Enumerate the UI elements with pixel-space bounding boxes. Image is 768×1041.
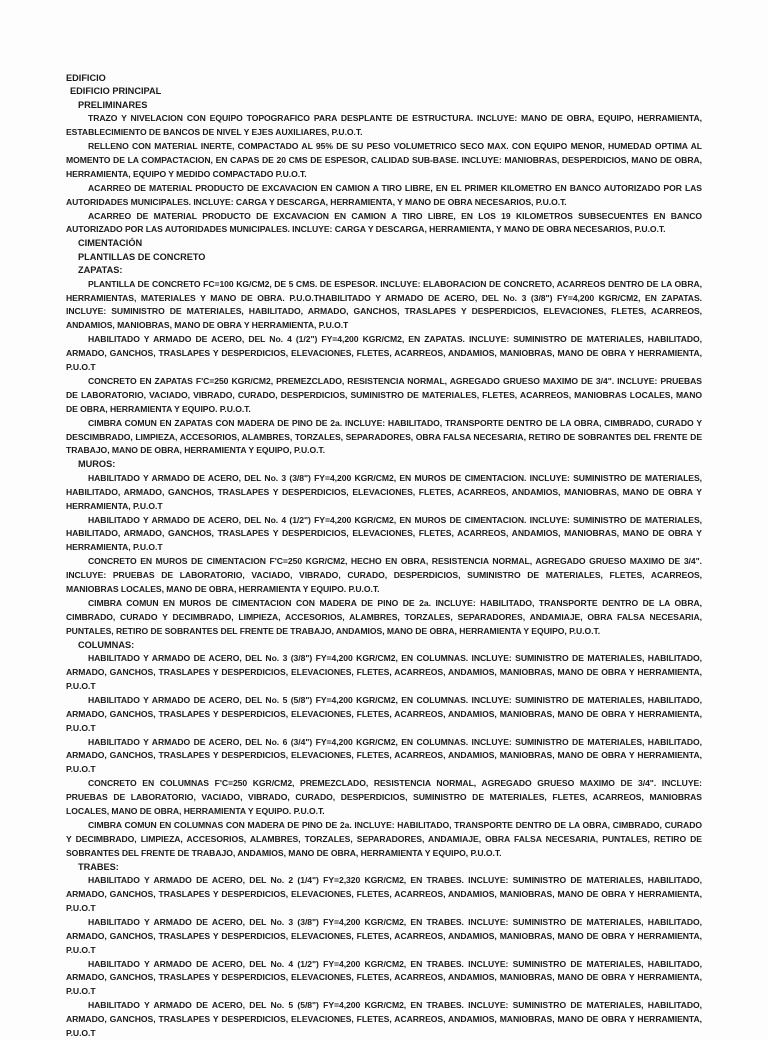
heading-zapatas: ZAPATAS: [78, 265, 123, 276]
paragraph: HABILITADO Y ARMADO DE ACERO, DEL No. 3 (3/8") FY=4,200 KGR/CM2, EN TRABES. INCLUYE: SUMINISTRO DE MATERIALES, HABILITADO, ARMADO, GANCHOS, TRASLAPES Y DESPERDICIOS, ELEVACIONES, FLETES, ACARREOS, ANDAMIOS, MANIOBRAS, MANO DE OBRA Y HERRAMIENTA, P.U.O.T [66, 916, 702, 955]
paragraph: CIMBRA COMUN EN MUROS DE CIMENTACION CON MADERA DE PINO DE 2a. INCLUYE: HABILITADO, TRANSPORTE DENTRO DE LA OBRA, CIMBRADO, CURADO Y DECIMBRADO, LIMPIEZA, ACCESORIOS, ALAMBRES, TORZALES, SEPARADORES, ANDAMIAJE, OBRA FALSA NECESARIA, PUNTALES, RETIRO DE SOBRANTES DEL FRENTE DE TRABAJO, ANDAMIOS, MANO DE OBRA, HERRAMIENTA Y EQUIPO, P.U.O.T. [66, 597, 702, 636]
paragraph: HABILITADO Y ARMADO DE ACERO, DEL No. 4 (1/2") FY=4,200 KGR/CM2, EN TRABES. INCLUYE: SUMINISTRO DE MATERIALES, HABILITADO, ARMADO, GANCHOS, TRASLAPES Y DESPERDICIOS, ELEVACIONES, FLETES, ACARREOS, ANDAMIOS, MANIOBRAS, MANO DE OBRA Y HERRAMIENTA, P.U.O.T [66, 958, 702, 997]
paragraph: TRAZO Y NIVELACION CON EQUIPO TOPOGRAFICO PARA DESPLANTE DE ESTRUCTURA. INCLUYE: MANO DE OBRA, EQUIPO, HERRAMIENTA, ESTABLECIMIENTO DE BANCOS DE NIVEL Y EJES AUXILIARES, P.U.O.T. [66, 113, 702, 138]
paragraph: HABILITADO Y ARMADO DE ACERO, DEL No. 5 (5/8") FY=4,200 KGR/CM2, EN TRABES. INCLUYE: SUMINISTRO DE MATERIALES, HABILITADO, ARMADO, GANCHOS, TRASLAPES Y DESPERDICIOS, ELEVACIONES, FLETES, ACARREOS, ANDAMIOS, MANIOBRAS, MANO DE OBRA Y HERRAMIENTA, P.U.O.T [66, 1000, 702, 1039]
paragraph: ACARREO DE MATERIAL PRODUCTO DE EXCAVACION EN CAMION A TIRO LIBRE, EN EL PRIMER KILOMETRO EN BANCO AUTORIZADO POR LAS AUTORIDADES MUNICIPALES. INCLUYE: CARGA Y DESCARGA, HERRAMIENTA, Y MANO DE OBRA NECESARIOS, P.U.O.T. [66, 182, 702, 207]
heading-columnas: COLUMNAS: [78, 639, 135, 650]
heading-preliminares: PRELIMINARES [78, 99, 148, 110]
paragraph: CONCRETO EN ZAPATAS F'C=250 KGR/CM2, PREMEZCLADO, RESISTENCIA NORMAL, AGREGADO GRUESO MAXIMO DE 3/4". INCLUYE: PRUEBAS DE LABORATORIO, VACIADO, VIBRADO, CURADO, DESPERDICIOS, SUMINISTRO DE MATERIALES, FLETES, ACARREOS, MANIOBRAS LOCALES, MANO DE OBRA, HERRAMIENTA Y EQUIPO. P.U.O.T. [66, 375, 702, 414]
heading-edificio-principal: EDIFICIO PRINCIPAL [70, 86, 162, 97]
paragraph: HABILITADO Y ARMADO DE ACERO, DEL No. 3 (3/8") FY=4,200 KGR/CM2, EN COLUMNAS. INCLUYE: SUMINISTRO DE MATERIALES, HABILITADO, ARMADO, GANCHOS, TRASLAPES Y DESPERDICIOS, ELEVACIONES, FLETES, ACARREOS, ANDAMIOS, MANIOBRAS, MANO DE OBRA Y HERRAMIENTA, P.U.O.T [66, 653, 702, 691]
paragraph: HABILITADO Y ARMADO DE ACERO, DEL No. 4 (1/2") FY=4,200 KGR/CM2, EN ZAPATAS. INCLUYE: SUMINISTRO DE MATERIALES, HABILITADO, ARMADO, GANCHOS, TRASLAPES Y DESPERDICIOS, ELEVACIONES, FLETES, ACARREOS, ANDAMIOS, MANIOBRAS, MANO DE OBRA Y HERRAMIENTA, P.U.O.T [66, 334, 702, 373]
paragraph: HABILITADO Y ARMADO DE ACERO, DEL No. 4 (1/2") FY=4,200 KGR/CM2, EN MUROS DE CIMENTACION. INCLUYE: SUMINISTRO DE MATERIALES, HABILITADO, ARMADO, GANCHOS, TRASLAPES Y DESPERDICIOS, ELEVACIONES, FLETES, ACARREOS, ANDAMIOS, MANIOBRAS, MANO DE OBRA Y HERRAMIENTA, P.U.O.T [66, 514, 702, 553]
paragraph: CIMBRA COMUN EN ZAPATAS CON MADERA DE PINO DE 2a. INCLUYE: HABILITADO, TRANSPORTE DENTRO DE LA OBRA, CIMBRADO, CURADO Y DESCIMBRADO, LIMPIEZA, ACCESORIOS, ALAMBRES, TORZALES, SEPARADORES, OBRA FALSA NECESARIA, RETIRO DE SOBRANTES DEL FRENTE DE TRABAJO, MANO DE OBRA, HERRAMIENTA Y EQUIPO, P.U.O.T. [66, 417, 702, 456]
paragraph: HABILITADO Y ARMADO DE ACERO, DEL No. 5 (5/8") FY=4,200 KGR/CM2, EN COLUMNAS. INCLUYE: SUMINISTRO DE MATERIALES, HABILITADO, ARMADO, GANCHOS, TRASLAPES Y DESPERDICIOS, ELEVACIONES, FLETES, ACARREOS, ANDAMIOS, MANIOBRAS, MANO DE OBRA Y HERRAMIENTA, P.U.O.T [66, 694, 702, 733]
heading-plantillas: PLANTILLAS DE CONCRETO [78, 251, 206, 262]
document-page [66, 72, 702, 1041]
paragraph: HABILITADO Y ARMADO DE ACERO, DEL No. 3 (3/8") FY=4,200 KGR/CM2, EN MUROS DE CIMENTACION. INCLUYE: SUMINISTRO DE MATERIALES, HABILITADO, ARMADO, GANCHOS, TRASLAPES Y DESPERDICIOS, ELEVACIONES, FLETES, ACARREOS, ANDAMIOS, MANIOBRAS, MANO DE OBRA Y HERRAMIENTA, P.U.O.T [66, 472, 702, 511]
paragraph: ACARREO DE MATERIAL PRODUCTO DE EXCAVACION EN CAMION A TIRO LIBRE, EN LOS 19 KILOMETROS SUBSECUENTES EN BANCO AUTORIZADO POR LAS AUTORIDADES MUNICIPALES. INCLUYE: CARGA Y DESCARGA, HERRAMIENTA, Y MANO DE OBRA NECESARIOS, P.U.O.T. [66, 210, 702, 235]
paragraph: CONCRETO EN COLUMNAS F'C=250 KGR/CM2, PREMEZCLADO, RESISTENCIA NORMAL, AGREGADO GRUESO MAXIMO DE 3/4". INCLUYE: PRUEBAS DE LABORATORIO, VACIADO, VIBRADO, CURADO, DESPERDICIOS, SUMINISTRO DE MATERIALES, FLETES, ACARREOS, MANIOBRAS LOCALES, MANO DE OBRA, HERRAMIENTA Y EQUIPO. P.U.O.T. [66, 778, 702, 817]
paragraph: RELLENO CON MATERIAL INERTE, COMPACTADO AL 95% DE SU PESO VOLUMETRICO SECO MAX. CON EQUIPO MENOR, HUMEDAD OPTIMA AL MOMENTO DE LA COMPACTACION, EN CAPAS DE 20 CMS DE ESPESOR, CALIDAD SUB-BASE. INCLUYE: MANIOBRAS, DESPERDICIOS, MANO DE OBRA, HERRAMIENTA, EQUIPO Y MEDIDO COMPACTADO P.U.O.T. [66, 141, 702, 179]
paragraph: HABILITADO Y ARMADO DE ACERO, DEL No. 2 (1/4") FY=2,320 KGR/CM2, EN TRABES. INCLUYE: SUMINISTRO DE MATERIALES, HABILITADO, ARMADO, GANCHOS, TRASLAPES Y DESPERDICIOS, ELEVACIONES, FLETES, ACARREOS, ANDAMIOS, MANIOBRAS, MANO DE OBRA Y HERRAMIENTA, P.U.O.T [66, 875, 702, 913]
heading-cimentacion: CIMENTACIÓN [78, 238, 143, 249]
paragraph: CONCRETO EN MUROS DE CIMENTACION F'C=250 KGR/CM2, HECHO EN OBRA, RESISTENCIA NORMAL, AGREGADO GRUESO MAXIMO DE 3/4". INCLUYE: PRUEBAS DE LABORATORIO, VACIADO, VIBRADO, CURADO, DESPERDICIOS, SUMINISTRO DE MATERIALES, FLETES, ACARREOS, MANIOBRAS LOCALES, MANO DE OBRA, HERRAMIENTA Y EQUIPO. P.U.O.T. [66, 556, 702, 595]
heading-edificio: EDIFICIO [66, 73, 106, 83]
paragraph: CIMBRA COMUN EN COLUMNAS CON MADERA DE PINO DE 2a. INCLUYE: HABILITADO, TRANSPORTE DENTRO DE LA OBRA, CIMBRADO, CURADO Y DECIMBRADO, LIMPIEZA, ACCESORIOS, ALAMBRES, TORZALES, SEPARADORES, ANDAMIAJE, OBRA FALSA NECESARIA, PUNTALES, RETIRO DE SOBRANTES DEL FRENTE DE TRABAJO, ANDAMIOS, MANO DE OBRA, HERRAMIENTA Y EQUIPO, P.U.O.T. [66, 819, 702, 858]
heading-muros: MUROS: [78, 459, 116, 470]
paragraph: PLANTILLA DE CONCRETO FC=100 KG/CM2, DE 5 CMS. DE ESPESOR. INCLUYE: ELABORACION DE CONCRETO, ACARREOS DENTRO DE LA OBRA, HERRAMIENTAS, MATERIALES Y MANO DE OBRA. P.U.O.THABILITADO Y ARMADO DE ACERO, DEL No. 3 (3/8") FY=4,200 KGR/CM2, EN ZAPATAS. INCLUYE: SUMINISTRO DE MATERIALES, HABILITADO, ARMADO, GANCHOS, TRASLAPES Y DESPERDICIOS, ELEVACIONES, FLETES, ACARREOS, ANDAMIOS, MANIOBRAS, MANO DE OBRA Y HERRAMIENTA, P.U.O.T [66, 278, 702, 331]
heading-trabes: TRABES: [78, 861, 119, 872]
paragraph: HABILITADO Y ARMADO DE ACERO, DEL No. 6 (3/4") FY=4,200 KGR/CM2, EN COLUMNAS. INCLUYE: SUMINISTRO DE MATERIALES, HABILITADO, ARMADO, GANCHOS, TRASLAPES Y DESPERDICIOS, ELEVACIONES, FLETES, ACARREOS, ANDAMIOS, MANIOBRAS, MANO DE OBRA Y HERRAMIENTA, P.U.O.T [66, 736, 702, 775]
